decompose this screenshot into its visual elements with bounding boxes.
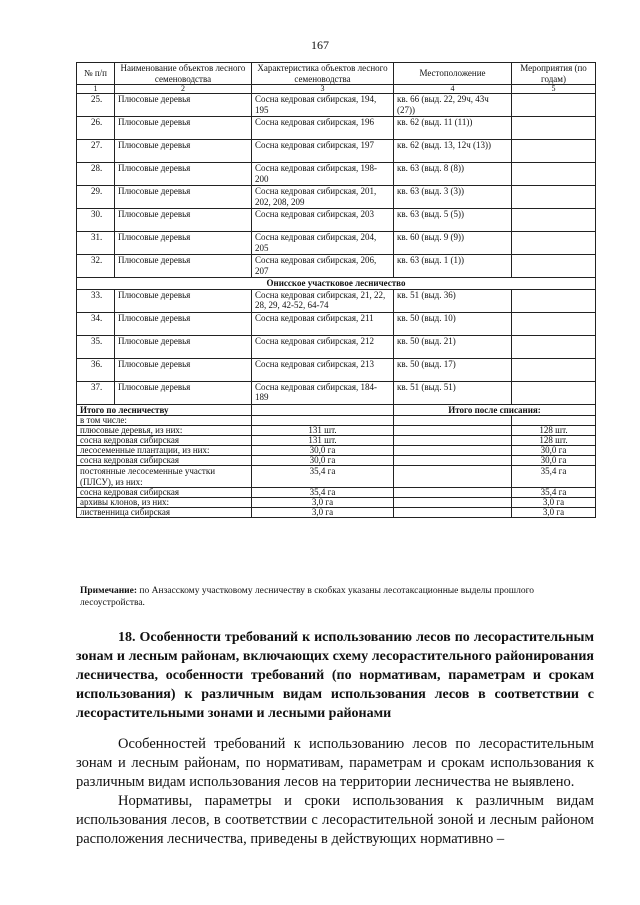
object-characteristic: Сосна кедровая сибирская, 201, 202, 208, 209 [252,186,394,209]
row-number: 36. [77,358,115,381]
object-characteristic: Сосна кедровая сибирская, 196 [252,117,394,140]
object-activities [512,186,596,209]
row-number: 31. [77,232,115,255]
table-cell [394,446,512,456]
row-number: 30. [77,209,115,232]
object-activities [512,232,596,255]
object-activities [512,117,596,140]
summary-value-after: 3,0 га [512,498,596,508]
summary-value: 131 шт. [252,426,394,436]
table-cell [394,456,512,466]
object-name: Плюсовые деревья [115,358,252,381]
summary-value: 131 шт. [252,436,394,446]
summary-value: 35,4 га [252,466,394,488]
object-activities [512,312,596,335]
summary-value-after: 128 шт. [512,426,596,436]
object-location: кв. 51 (выд. 36) [394,289,512,312]
object-name: Плюсовые деревья [115,289,252,312]
object-name: Плюсовые деревья [115,335,252,358]
object-characteristic: Сосна кедровая сибирская, 21, 22, 28, 29, 42-52, 64-74 [252,289,394,312]
table-cell [252,416,394,426]
summary-value-after: 30,0 га [512,446,596,456]
object-activities [512,381,596,404]
object-characteristic: Сосна кедровая сибирская, 197 [252,140,394,163]
object-characteristic: Сосна кедровая сибирская, 213 [252,358,394,381]
table-cell [394,466,512,488]
object-activities [512,163,596,186]
row-number: 25. [77,94,115,117]
object-activities [512,255,596,278]
table-cell [394,416,512,426]
object-characteristic: Сосна кедровая сибирская, 212 [252,335,394,358]
object-location: кв. 50 (выд. 10) [394,312,512,335]
object-name: Плюсовые деревья [115,186,252,209]
summary-value: 30,0 га [252,446,394,456]
table-cell [394,488,512,498]
total-right-label: Итого после списания: [394,404,596,416]
object-activities [512,140,596,163]
object-activities [512,335,596,358]
row-number: 27. [77,140,115,163]
summary-label: сосна кедровая сибирская [77,436,252,446]
object-location: кв. 50 (выд. 21) [394,335,512,358]
object-activities [512,289,596,312]
table-row [77,94,596,117]
table-note [80,585,595,609]
object-name: Плюсовые деревья [115,255,252,278]
header-location: Местоположение [394,63,512,85]
table-row [77,289,596,312]
object-location: кв. 50 (выд. 17) [394,358,512,381]
object-name: Плюсовые деревья [115,163,252,186]
table-cell [512,416,596,426]
summary-label: сосна кедровая сибирская [77,488,252,498]
column-number: 2 [115,85,252,94]
summary-value: 3,0 га [252,508,394,518]
total-left-label: Итого по лесничеству [77,404,252,416]
column-number: 4 [394,85,512,94]
table-cell [252,404,394,416]
table-cell [394,508,512,518]
table-cell [394,436,512,446]
object-activities [512,94,596,117]
summary-value-after: 128 шт. [512,436,596,446]
row-number: 32. [77,255,115,278]
object-location: кв. 60 (выд. 9 (9)) [394,232,512,255]
table-row [77,140,596,163]
body-paragraph-2: Нормативы, параметры и сроки использования к различным видам использования лесов, в соответствии с лесорастительной зоной и лесным районом расположения лесничества, приведены в действующих нормативно – [76,793,594,847]
row-number: 35. [77,335,115,358]
object-name: Плюсовые деревья [115,209,252,232]
object-location: кв. 51 (выд. 51) [394,381,512,404]
object-activities [512,358,596,381]
object-characteristic: Сосна кедровая сибирская, 184-189 [252,381,394,404]
object-characteristic: Сосна кедровая сибирская, 194, 195 [252,94,394,117]
table-row [77,117,596,140]
header-number: № п/п [77,63,115,85]
object-name: Плюсовые деревья [115,232,252,255]
object-location: кв. 63 (выд. 5 (5)) [394,209,512,232]
section-heading: 18. Особенности требований к использованию лесов по лесорастительным зонам и лесным районам, включающих схему лесорастительного районирования лесничества, особенности требований (по нормативам, параметрам и срокам использования) к различным видам использования лесов в соответствии с лесорастительными зонами и лесными районами [76,630,594,721]
header-object-name: Наименование объектов лесного семеноводства [115,63,252,85]
object-characteristic: Сосна кедровая сибирская, 198-200 [252,163,394,186]
column-number: 1 [77,85,115,94]
table-row [77,232,596,255]
body-paragraph-1: Особенностей требований к использованию лесов по лесорастительным зонам и лесным районам, по нормативам, параметрам и срокам использования к различным видам использования лесов на территории лесничества не выявлено. [76,736,594,790]
object-name: Плюсовые деревья [115,140,252,163]
summary-value: 30,0 га [252,456,394,466]
object-characteristic: Сосна кедровая сибирская, 204, 205 [252,232,394,255]
row-number: 37. [77,381,115,404]
note-label: Примечание: [80,586,138,596]
table-row [77,209,596,232]
table-cell [394,426,512,436]
table-row [77,312,596,335]
summary-value: 35,4 га [252,488,394,498]
seed-objects-table [76,62,596,518]
object-name: Плюсовые деревья [115,117,252,140]
note-text: по Анзасскому участковому лесничеству в скобках указаны лесотаксационные выделы прошлого лесоустройства. [80,586,534,608]
row-number: 29. [77,186,115,209]
table-row [77,381,596,404]
object-location: кв. 62 (выд. 11 (11)) [394,117,512,140]
row-number: 34. [77,312,115,335]
summary-label: плюсовые деревья, из них: [77,426,252,436]
summary-label: архивы клонов, из них: [77,498,252,508]
object-location: кв. 63 (выд. 1 (1)) [394,255,512,278]
object-name: Плюсовые деревья [115,94,252,117]
column-number: 3 [252,85,394,94]
summary-value: 3,0 га [252,498,394,508]
summary-value-after: 3,0 га [512,508,596,518]
object-location: кв. 66 (выд. 22, 29ч, 43ч (27)) [394,94,512,117]
object-location: кв. 63 (выд. 3 (3)) [394,186,512,209]
row-number: 28. [77,163,115,186]
row-number: 33. [77,289,115,312]
table-cell [394,498,512,508]
table-row [77,163,596,186]
object-characteristic: Сосна кедровая сибирская, 211 [252,312,394,335]
table-row [77,335,596,358]
object-activities [512,209,596,232]
object-location: кв. 62 (выд. 13, 12ч (13)) [394,140,512,163]
summary-value-after: 30,0 га [512,456,596,466]
table-row [77,255,596,278]
object-name: Плюсовые деревья [115,312,252,335]
object-characteristic: Сосна кедровая сибирская, 206, 207 [252,255,394,278]
table-row [77,186,596,209]
header-characteristic: Характеристика объектов лесного семеноводства [252,63,394,85]
column-number: 5 [512,85,596,94]
row-number: 26. [77,117,115,140]
object-name: Плюсовые деревья [115,381,252,404]
summary-value-after: 35,4 га [512,466,596,488]
header-activities: Мероприятия (по годам) [512,63,596,85]
summary-label: постоянные лесосеменные участки (ПЛСУ), из них: [77,466,252,488]
summary-value-after: 35,4 га [512,488,596,498]
summary-label: лиственница сибирская [77,508,252,518]
summary-label: сосна кедровая сибирская [77,456,252,466]
page-number: 167 [311,38,329,52]
summary-label: в том числе: [77,416,252,426]
table-row [77,358,596,381]
summary-label: лесосеменные плантации, из них: [77,446,252,456]
object-location: кв. 63 (выд. 8 (8)) [394,163,512,186]
object-characteristic: Сосна кедровая сибирская, 203 [252,209,394,232]
section-title: Онисское участковое лесничество [77,278,596,290]
